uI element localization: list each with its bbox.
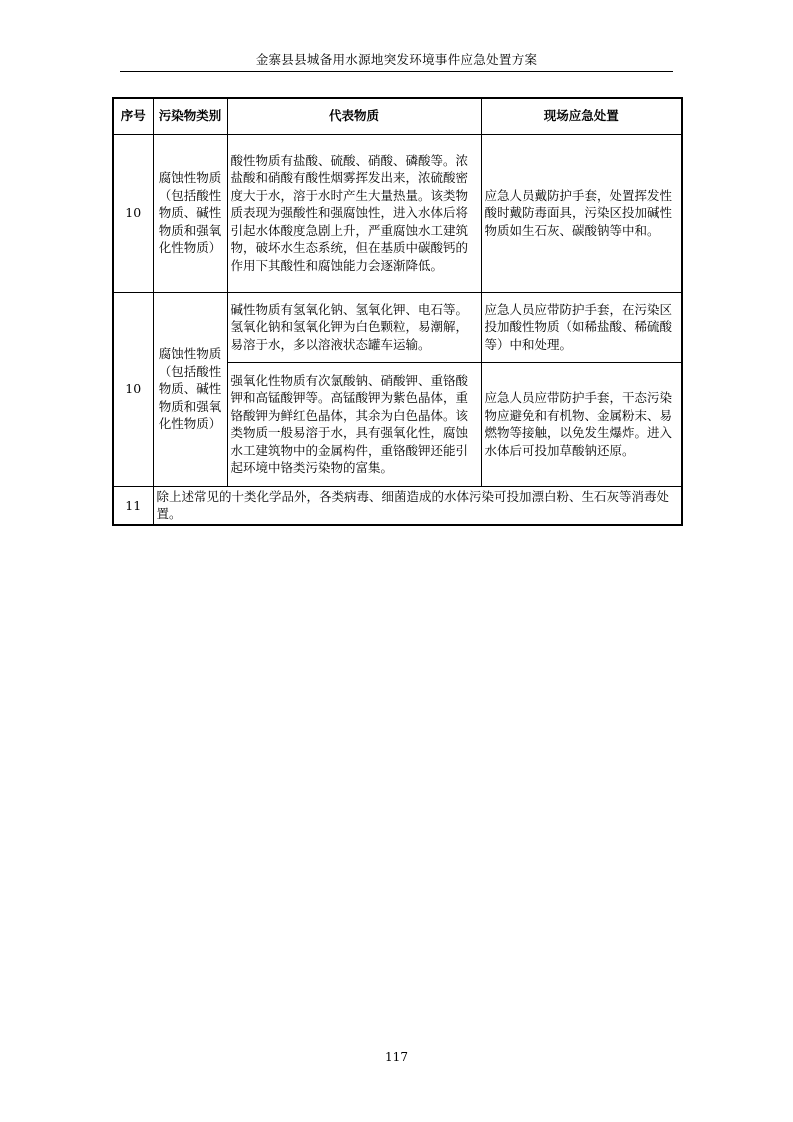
emergency-response: 应急人员应带防护手套，在污染区投加酸性物质（如稀盐酸、稀硫酸等）中和处理。 bbox=[481, 292, 682, 362]
table-header-row bbox=[113, 98, 682, 134]
pollutant-type: 腐蚀性物质（包括酸性物质、碱性物质和强氧化性物质） bbox=[153, 292, 227, 486]
row-number: 10 bbox=[113, 292, 153, 486]
emergency-response: 应急人员戴防护手套，处置挥发性酸时戴防毒面具，污染区投加碱性物质如生石灰、碳酸钠等中和。 bbox=[481, 134, 682, 292]
table-row bbox=[113, 292, 682, 362]
page-header-title: 金寨县县城备用水源地突发环境事件应急处置方案 bbox=[255, 52, 538, 67]
table-row bbox=[113, 134, 682, 292]
representative-substance: 强氧化性物质有次氯酸钠、硝酸钾、重铬酸钾和高锰酸钾等。高锰酸钾为紫色晶体，重铬酸钾为鲜红色晶体，其余为白色晶体。该类物质一般易溶于水，具有强氧化性，腐蚀水工建筑物中的金属构件，重铬酸钾还能引起环境中铬类污染物的富集。 bbox=[227, 362, 481, 486]
row-note: 除上述常见的十类化学品外，各类病毒、细菌造成的水体污染可投加漂白粉、生石灰等消毒处置。 bbox=[153, 486, 682, 525]
pollutant-type: 腐蚀性物质（包括酸性物质、碱性物质和强氧化性物质） bbox=[153, 134, 227, 292]
column-header-substance: 代表物质 bbox=[227, 98, 481, 134]
page-number: 117 bbox=[385, 1050, 408, 1064]
emergency-response: 应急人员应带防护手套，干态污染物应避免和有机物、金属粉末、易燃物等接触，以免发生爆炸。进入水体后可投加草酸钠还原。 bbox=[481, 362, 682, 486]
representative-substance: 酸性物质有盐酸、硫酸、硝酸、磷酸等。浓盐酸和硝酸有酸性烟雾挥发出来，浓硫酸密度大于水，溶于水时产生大量热量。该类物质表现为强酸性和强腐蚀性，进入水体后将引起水体酸度急剧上升，严重腐蚀水工建筑物，破坏水生态系统，但在基质中碳酸钙的作用下其酸性和腐蚀能力会逐渐降低。 bbox=[227, 134, 481, 292]
column-header-type: 污染物类别 bbox=[153, 98, 227, 134]
emergency-disposal-table bbox=[112, 97, 683, 526]
column-header-num: 序号 bbox=[113, 98, 153, 134]
row-number: 11 bbox=[113, 486, 153, 525]
header-divider bbox=[120, 71, 673, 72]
representative-substance: 碱性物质有氢氧化钠、氢氧化钾、电石等。氢氧化钠和氢氧化钾为白色颗粒，易潮解，易溶于水，多以溶液状态罐车运输。 bbox=[227, 292, 481, 362]
column-header-response: 现场应急处置 bbox=[481, 98, 682, 134]
table-row bbox=[113, 486, 682, 525]
row-number: 10 bbox=[113, 134, 153, 292]
